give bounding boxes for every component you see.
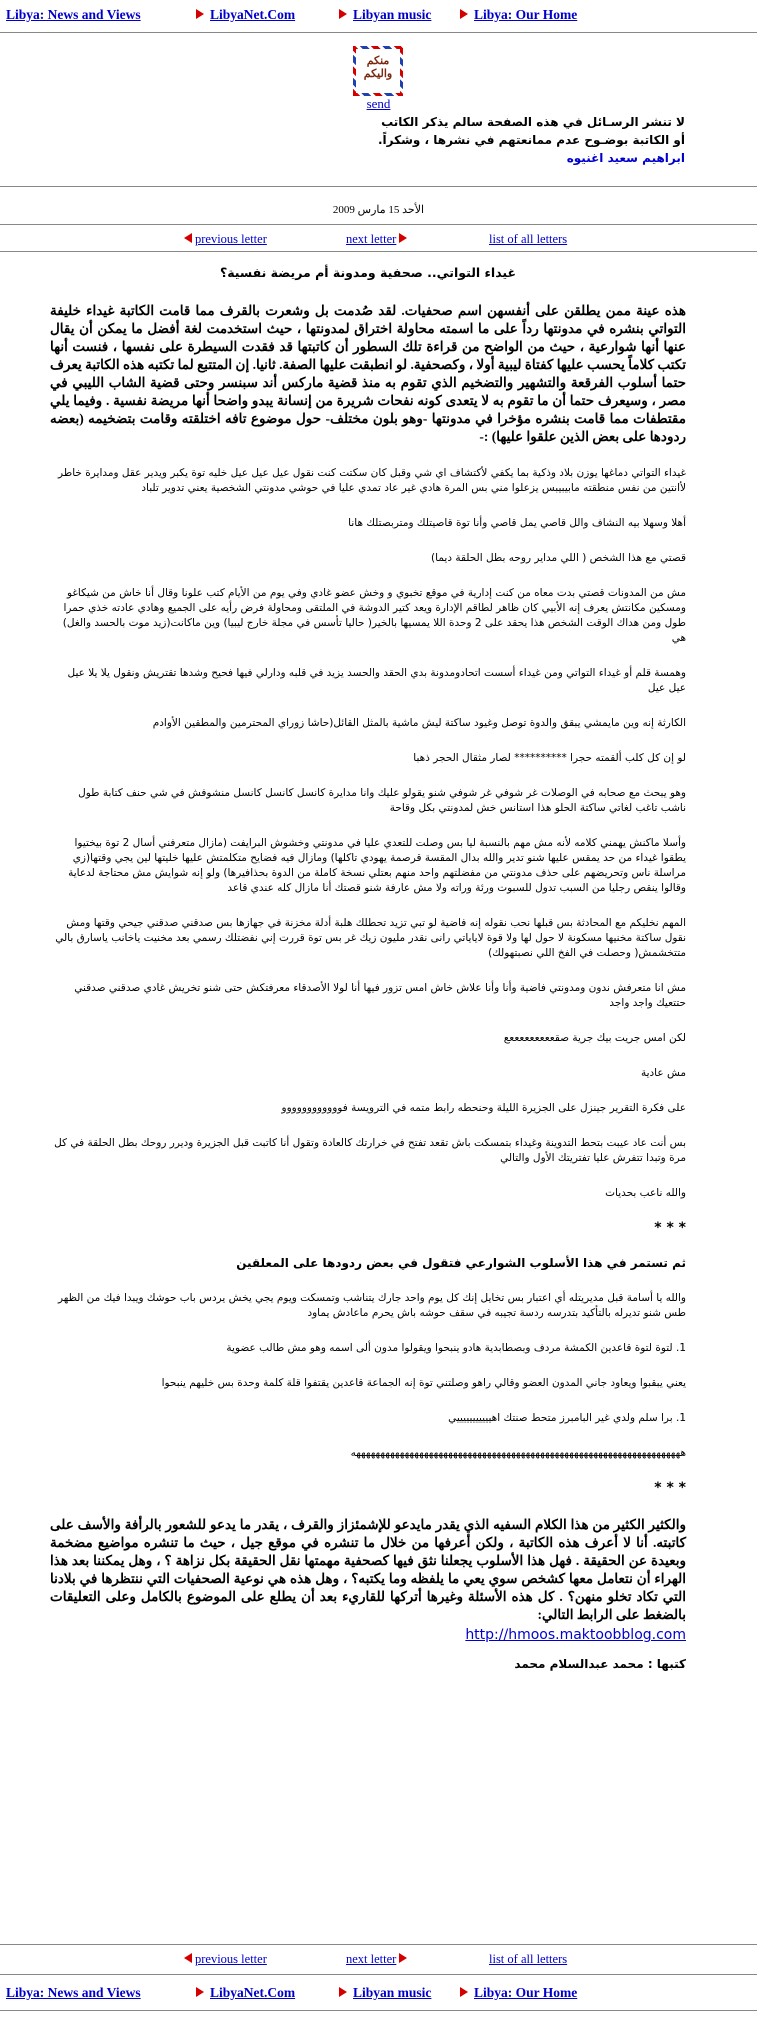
notice-line-2: أو الكاتبة بوضـوح عدم ممانعتهم في نشرها ، وشكراً. xyxy=(377,133,685,147)
nav-link-libyanet-text[interactable]: LibyaNet.Com xyxy=(210,7,296,22)
nav-link-libyan-music[interactable] xyxy=(339,7,431,23)
red-arrow-icon xyxy=(339,1987,347,1997)
nav-link-libyanet[interactable] xyxy=(196,1985,295,2001)
previous-letter-link[interactable] xyxy=(184,232,267,247)
red-arrow-icon xyxy=(339,9,347,19)
quote-paragraph: مش انا متعرفش ندون ومدونتي فاضية وأنا وأنا علاش خاش امس تزور فيها أنا لولا الأصدقاء معرفتكش حتى شنو تخريش غادي صدقني صدقني حتتعيك واجد واجد xyxy=(74,982,686,1009)
right-arrow-icon xyxy=(399,233,407,243)
closing-paragraph: والكثير الكثير من هذا الكلام السفيه الذي يقدر مايدعو للإشمئزاز والقرف ، يقدر ما يدعو للشعور بالرأفة والأسف على كاتبته. أنا لا أعرف هذه الكاتبة ، ولكن أعرفها من خلال ما تنشره في موقع جيل ، حيث ما تنشره مواضيع مضخمة وبعيدة عن الحقيقة . فهل هذا الأسلوب يجعلنا نثق فيها كصحفية مهمتها نقل الحقيقة بكل نزاهة ؟ ، وهل يمكننا بعد هذا الهراء أن نتعامل معها كشخص سوي يعي ما يلفظه وما يكتبه؟ ، وهل هذه هي نوعية الصحفيات التي ننتظرها في بلادنا التي تكاد تخلو منهن؟ . كل هذه الأسئلة وغيرها أتركها للقاريء بعد أن يطلع على الموضوع بالكامل وعلى التعليقات بالضغط على الرابط التالي: xyxy=(50,1517,686,1622)
quote-paragraph: بس أنت عاد عيبت بتحط التدوينة وغيداء بتمسكت باش تقعد تفتح في خرارتك كالعادة وتقول أنا كاتبت قبل الجزيرة وديرر روحك بطل الحلقة في كل مرة وتبدا تتفرش عليا تفتريتك الأول والتالي xyxy=(54,1137,686,1164)
list-of-letters-text[interactable]: list of all letters xyxy=(489,1952,568,1966)
divider xyxy=(0,251,757,252)
letter-nav-bottom xyxy=(0,1948,757,1968)
nav-link-libyan-music[interactable] xyxy=(339,1985,431,2001)
quote-paragraph: مش من المدونات قصتي بدت معاه من كنت إدارية في موقع تخبوي و وخش عضو غادي وفي يوم من الأيام كتب علونا وقال أنا خاش من شيكاغو ومسكين مكانتش يعرف إنه الأبيي كان ظاهر لطاقم الإدارة ويعد كتير الدوشة في الملتقى ومحاولة فرض رأيه على الجميع وهادي عادته خذي حمرا طول ومن هداك الوقت الشخص هذا يحقد على 2 وحدة اللا يمسيها بالخير( حاليا تأسس في مجلة خارج ليبيا) وين ماكانت(زيد موت بالحسد والغل) هي xyxy=(62,587,686,644)
quote-paragraph: لكن امس جريت بيك جرية صقعععععععععع xyxy=(503,1032,686,1044)
next-letter-link[interactable] xyxy=(346,232,407,247)
blog-link-wrap xyxy=(50,1628,686,1643)
list-of-letters-text[interactable]: list of all letters xyxy=(489,232,568,246)
next-letter-text[interactable]: next letter xyxy=(346,232,397,246)
nav-link-libyanet-text[interactable]: LibyaNet.Com xyxy=(210,1985,296,2000)
section-separator: * * * xyxy=(654,1220,686,1236)
nav-link-libya-news[interactable] xyxy=(6,1985,141,2001)
logo-text-line2: واليكم xyxy=(363,68,393,80)
blog-link[interactable]: http://hmoos.maktoobblog.com xyxy=(465,1627,686,1643)
quote-paragraph: والله ناعب بحديات xyxy=(605,1187,686,1199)
quote-paragraph: مش عادية xyxy=(640,1067,686,1079)
notice-line-1: لا تنشر الرسـائل في هذه الصفحة سالم يذكر الكاتب xyxy=(381,115,685,129)
quote-paragraph: وهمسة قلم أو غيداء التواتي ومن غيداء أسست اتحادومدونة بدي الحقد والحسد يزيد في قلبه ودارلي فيها فحيح وشدها تقتريش ونقول يلا يلا عيل عيل عيل xyxy=(67,667,686,694)
nav-link-libya-news-text[interactable]: Libya: News and Views xyxy=(6,1985,141,2000)
quote-paragraph: وهو يبحث مع صحابه في الوصلات غر شوفي غر شوفي شنو يقولو عليك وانا مدايرة كانسل كانسل كانسل منشوفش في شي حنف كتابة طول ناشب تاغب لغاتي ساكتة الحلو هذا استانس خش لمدونتي بكل وقاحة xyxy=(78,787,686,814)
nav-link-our-home-text[interactable]: Libya: Our Home xyxy=(474,7,578,22)
nav-link-libyan-music-text[interactable]: Libyan music xyxy=(353,7,432,22)
nav-link-our-home[interactable] xyxy=(460,7,577,23)
left-arrow-icon xyxy=(184,233,192,243)
nav-link-libya-news[interactable] xyxy=(6,7,141,23)
previous-letter-text[interactable]: previous letter xyxy=(195,232,267,246)
top-navbar xyxy=(0,0,757,26)
quote-paragraph: المهم نخليكم مع المحادثة بس قبلها نحب نقوله إنه فاضية لو تبي تزيد تحطلك هلبة أدلة مخزنة في جهازها بس صدقني صدقني جيحي وقتها ومش نقول ساكتة مخنيها مسكونة لا حول لها ولا قوة لاياياتي رانى نقدر مليون زيك غر بس توة قررت إني نفضتلك رسمي بعد مخنيت ياخانب ياسارق بالي متتخشمش( وحصلت في الفخ اللي نصبتهولك) xyxy=(55,917,686,959)
section-separator: * * * xyxy=(654,1480,686,1496)
previous-letter-link[interactable] xyxy=(184,1952,267,1967)
quote-paragraph: والله يا أسامة قبل مديريتله أي اعتبار بس تخايل إنك كل يوم واحد جارك يتناشب وتمسكت ويوم يجي يخش يردس باب حوشك ويبدا فيك من الظهر طس شنو تديرله بالتأكيد بتدرسه ردسة تجيبه في سقف حوشه باش يحرم ماعادش يماود xyxy=(57,1292,686,1319)
red-arrow-icon xyxy=(460,1987,468,1997)
red-arrow-icon xyxy=(460,9,468,19)
intro-paragraph: هذه عينة ممن يطلقن على أنفسهن اسم صحفيات. لقد صُدمت بل وشعرت بالقرف مما قامت الكاتبة غيداء خليفة التواتي بنشره في مدونتها رداً على ما اسمته محاولة اختراق لمدونتها ، حيث استخدمت لغة أفضل ما يمكن أن يقال عنها أنها شوارعية ، حيث من الواضح من قراءة تلك السطور أن كاتبتها قد فقدت السيطرة على نفسها ، فنست أنها تكتب كلاماً يحسب عليها كفتاة ليبية أولا ، وكصحفية. لو انطبقت عليها الصفة. ثانيا. إن المتتبع لما تكتبه هذه الكاتبة يعرف حتما أسلوب الفرقعة والتشهير والتضخيم الذي تقوم به منذ قضية ماركس أند سبنسر وحتى قضية الشاب الليبي في مصر ، وسيعرف حتما أن ما تقوم به لا يتعدى كونه نفحات شريرة من إنسانة يبدو واضحا أنها مريضة نفسية . وفيما يلي مقتطفات مما قامت بنشره مؤخرا في مدونتها -وهو بلون مختلف- حول موضوع تافه اختلقته وقامت بتضخيمه (بعضه ردودها على بعض الذين علقوا عليها) :- xyxy=(50,303,686,444)
letter-nav-top xyxy=(0,228,757,248)
divider xyxy=(0,224,757,225)
nav-link-libyanet[interactable] xyxy=(196,7,295,23)
nav-link-our-home[interactable] xyxy=(460,1985,577,2001)
nav-link-our-home-text[interactable]: Libya: Our Home xyxy=(474,1985,578,2000)
letter-body xyxy=(50,265,686,1692)
nav-link-libyan-music-text[interactable]: Libyan music xyxy=(353,1985,432,2000)
envelope-logo[interactable] xyxy=(353,46,403,96)
next-letter-link[interactable] xyxy=(346,1952,407,1967)
quote-paragraph: وأسلا ماكنش يهمني كلامه لأنه مش مهم بالنسبة ليا بس وصلت للتعدي عليا في مدونتي وخشوش البرايفت (مازال متعرفني أسال 2 توة بيختيوا يطقوا غيداء من حد يمقس عليها شنو تدير والله بدال المقسة قرصمة يهودي تاكلها) ومازال فيه فضايح متكلمتش عليها خليتها لين يجي وقتها(زي مراسلة ناس وتحريضهم على حذف مدونتي من مفضلتهم واحد منهم بعتلي نسخة كاملة من الدوة بحذافيرها) ولو إنه شوايش مش محتاجة لدعاية وقالوا ينقص رجليا من السبب تدول للسبوت ورئة وراته ولا مش عارفة شنو قصتك أنا مازال كله عندي قاعد xyxy=(68,837,686,894)
bottom-navbar xyxy=(0,1978,757,2004)
send-link[interactable]: send xyxy=(366,96,391,111)
next-letter-text[interactable]: next letter xyxy=(346,1952,397,1966)
laughter-line: ههههههههههههههههههههههههههههههههههههههههههههههههههههههههههههههههههههه xyxy=(350,1447,686,1459)
section-subtitle: ثم تستمر في هذا الأسلوب الشوارعي فتقول في بعض ردودها على المعلقين xyxy=(236,1256,686,1270)
quote-paragraph: 1. لتوة لتوة قاعدين الكمشة مردف وبصطابدية هادو ينبحوا ويقولوا مدون ألى اسمه وهو مش طالب عضوية xyxy=(226,1342,686,1354)
quote-paragraph: لو إن كل كلب ألقمته حجرا ********** لصار مثقال الحجر ذهبا xyxy=(413,752,686,764)
nav-link-libya-news-text[interactable]: Libya: News and Views xyxy=(6,7,141,22)
quote-paragraph: 1. برا سلم ولدي غير البامبرز متحط صنتك اهيييييييييييي xyxy=(448,1412,686,1424)
quote-paragraph: قصتي مع هذا الشخص ( اللي مداير روحه بطل الحلقة ديما) xyxy=(431,552,686,564)
divider xyxy=(0,2010,757,2011)
logo-text-line1: منكم xyxy=(366,55,390,67)
left-arrow-icon xyxy=(184,1953,192,1963)
divider xyxy=(0,1944,757,1945)
divider xyxy=(0,186,757,187)
letter-date: الأحد 15 مارس 2009 xyxy=(332,204,425,216)
list-of-letters-link[interactable] xyxy=(489,1952,567,1967)
quote-paragraph: أهلا وسهلا بيه النشاف والل قاصي يمل قاصي وأنا توة قاصيتلك ومتربصتلك هانا xyxy=(348,517,686,529)
quote-paragraph: يعني يبقبوا ويعاود جاني المدون العضو وقالي راهو وصلتني توة إنه الجماعة قاعدين يقتفوا قلة كلمة وحدة بس خليهم ينبحوا xyxy=(161,1377,686,1389)
red-arrow-icon xyxy=(196,9,204,19)
quote-paragraph: الكارثة إنه وين مايمشي يبقق والدوة توصل وغيود ساكتة ليش ماشية بالمثل القائل(حاشا زوراي المحترمين والمطقين الأوادم xyxy=(152,717,686,729)
quote-paragraph: غيداء التواتي دماغها يوزن بلاد وذكية بما يكفي لأكتشاف اي شي وقبل كان سكتت كنت نقول عيل عيل عيل خليه توة يكبر ويدير عقل ومدايرة خاطر لأانتين من نفس منطقته مابيبيبس يزعلوا مني بس المرة هادي غير عاد تمدي عليا في حوشي مدونتي الشخصية يعني تدوير تلباد xyxy=(58,467,686,494)
divider xyxy=(0,1974,757,1975)
previous-letter-text[interactable]: previous letter xyxy=(195,1952,267,1966)
red-arrow-icon xyxy=(196,1987,204,1997)
right-arrow-icon xyxy=(399,1953,407,1963)
notice-signature: ابراهيم سعيد اغنيوه xyxy=(566,151,685,165)
article-title: غيداء التواتي.. صحفية ومدونة أم مريضة نفسية؟ xyxy=(219,265,517,280)
publishing-notice xyxy=(200,113,685,167)
author-signature: كتبها : محمد عبدالسلام محمد xyxy=(514,1657,686,1671)
send-link-wrap xyxy=(0,96,757,112)
divider xyxy=(0,32,757,33)
list-of-letters-link[interactable] xyxy=(489,232,567,247)
quote-paragraph: على فكرة التقرير جينزل على الجزيرة الليلة وحنحطه رابط متمه في الترويسة فوووووووووووو xyxy=(281,1102,686,1114)
